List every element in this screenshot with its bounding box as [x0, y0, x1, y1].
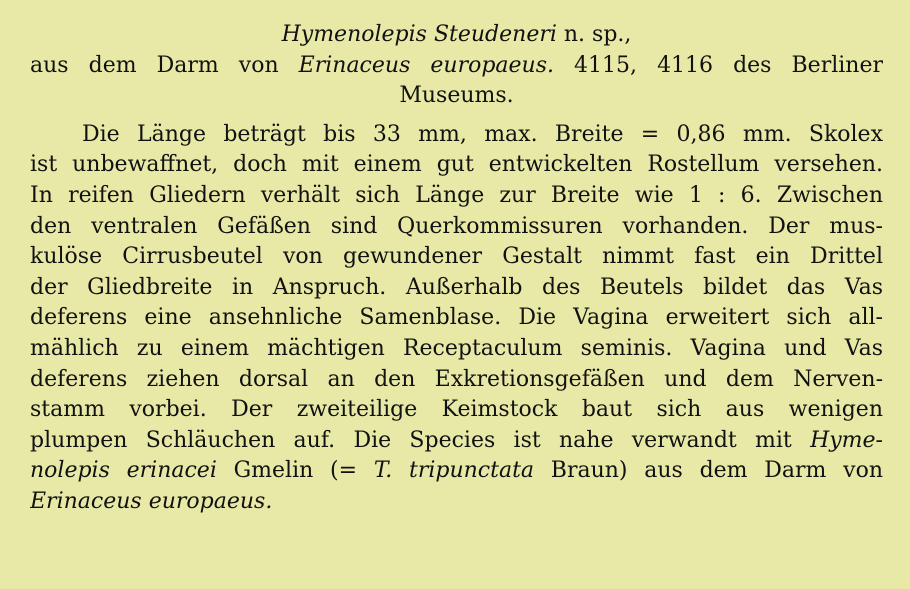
body-text: Gmelin (=: [216, 458, 374, 484]
body-line-7: [30, 303, 883, 334]
body-line-2: [30, 150, 883, 181]
body-line-5: [30, 242, 883, 273]
source-prefix: aus dem Darm von: [30, 52, 299, 78]
body-text: stamm vorbei. Der zweiteilige Keimstock baut sich aus wenigen: [30, 397, 883, 423]
synonym-name: T. tripunctata: [373, 458, 535, 484]
host-name: Erinaceus europaeus.: [298, 52, 555, 78]
body-text: der Gliedbreite in Anspruch. Außerhalb des Beutels bildet das Vas: [30, 274, 883, 300]
species-suffix: n. sp.,: [556, 22, 632, 47]
body-line-12: [30, 456, 883, 487]
body-text: plumpen Schläuchen auf. Die Species ist nahe verwandt mit: [30, 427, 811, 453]
body-text: In reifen Gliedern verhält sich Länge zur Breite wie 1 : 6. Zwischen: [30, 182, 883, 208]
genus-fragment: Hyme-: [810, 427, 883, 453]
body-text: Die Länge beträgt bis 33 mm, max. Breite = 0,86 mm. Skolex: [82, 121, 883, 147]
species-name: Hymenolepis Steudeneri: [281, 22, 557, 47]
body-text: ist unbewaffnet, doch mit einem gut entwickelten Rostellum versehen.: [30, 152, 883, 178]
body-text: kulöse Cirrusbeutel von gewundener Gestalt nimmt fast ein Drittel: [30, 244, 883, 270]
source-line: [30, 51, 883, 82]
body-line-8: [30, 334, 883, 365]
body-text: deferens ziehen dorsal an den Exkretionsgefäßen und dem Nerven-: [30, 366, 883, 392]
museum-text: Museums.: [399, 83, 514, 109]
body-line-9: [30, 365, 883, 396]
body-text: deferens eine ansehnliche Samenblase. Die Vagina erweitert sich all-: [30, 305, 883, 331]
body-text: mählich zu einem mächtigen Receptaculum seminis. Vagina und Vas: [30, 335, 883, 361]
host-name-final: Erinaceus europaeus.: [30, 488, 273, 514]
body-line-13: [30, 487, 883, 518]
source-suffix: 4115, 4116 des Berliner: [554, 52, 883, 78]
body-line-3: [30, 181, 883, 212]
document-page: [30, 20, 883, 518]
body-line-10: [30, 395, 883, 426]
spacer: [30, 112, 883, 120]
body-line-4: [30, 212, 883, 243]
body-text: Braun) aus dem Darm von: [534, 458, 883, 484]
body-text: den ventralen Gefäßen sind Querkommissuren vorhanden. Der mus-: [30, 213, 883, 239]
title-line: [30, 20, 883, 51]
body-line-11: [30, 426, 883, 457]
museum-line: [30, 81, 883, 112]
body-line-1: [30, 120, 883, 151]
species-fragment: nolepis erinacei: [30, 458, 217, 484]
body-line-6: [30, 273, 883, 304]
